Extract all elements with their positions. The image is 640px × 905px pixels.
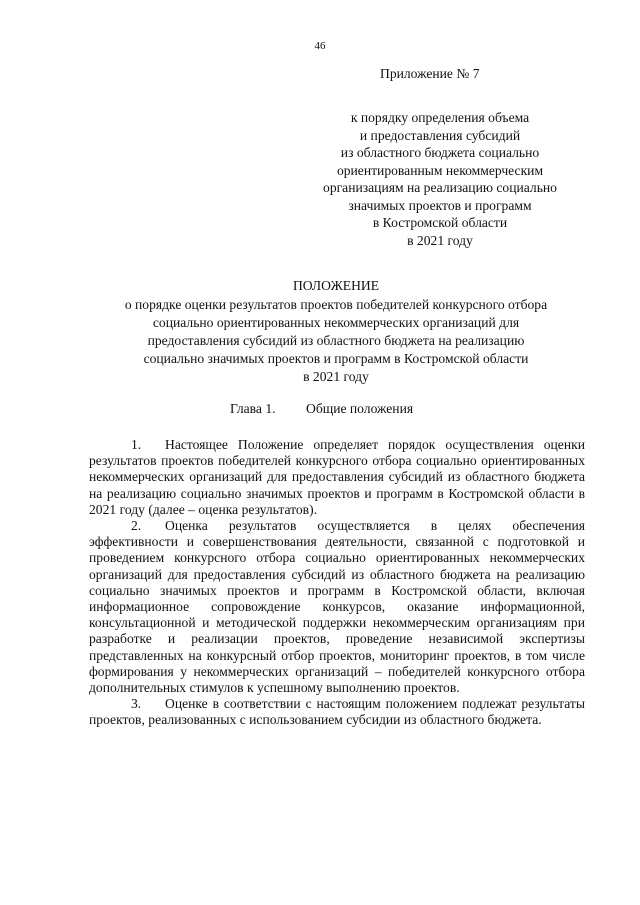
appendix-subtitle bbox=[300, 109, 580, 249]
paragraph-3 bbox=[89, 696, 585, 728]
chapter-heading bbox=[230, 401, 530, 417]
chapter-label: Глава 1. bbox=[230, 401, 276, 416]
appendix-line: и предоставления субсидий bbox=[359, 127, 521, 143]
appendix-line: в Костромской области bbox=[372, 215, 508, 230]
document-body bbox=[89, 437, 585, 729]
appendix-line: организациям на реализацию социально bbox=[323, 180, 557, 195]
appendix-line: из областного бюджета социально bbox=[340, 145, 540, 160]
heading-line: социально ориентированных некоммерческих организаций для bbox=[152, 315, 520, 330]
appendix-line: в 2021 году bbox=[407, 232, 473, 248]
document-heading bbox=[86, 277, 586, 386]
appendix-line: к порядку определения объема bbox=[350, 110, 530, 125]
heading-line: предоставления субсидий из областного бюджета на реализацию bbox=[147, 333, 525, 348]
heading-line: социально значимых проектов и программ в Костромской области bbox=[143, 351, 529, 366]
paragraph-number: 2. bbox=[131, 518, 142, 534]
paragraph-2 bbox=[89, 518, 585, 696]
document-title: ПОЛОЖЕНИЕ bbox=[292, 278, 380, 293]
appendix-title: Приложение № 7 bbox=[380, 66, 480, 81]
paragraph-1 bbox=[89, 437, 585, 518]
heading-line: в 2021 году bbox=[303, 369, 369, 384]
chapter-title: Общие положения bbox=[306, 401, 414, 416]
paragraph-number: 1. bbox=[131, 437, 142, 452]
paragraph-text: Настоящее Положение определяет порядок осуществления оценки результатов проектов победителей конкурсного отбора социально ориентированных некоммерческих организаций для предоставления субсидий из областного бюджета на реализацию социально значимых проектов и программ в Костромской области в 2021 году (далее – оценка результатов). bbox=[89, 437, 585, 517]
page-number: 46 bbox=[314, 40, 326, 52]
appendix-line: значимых проектов и программ bbox=[348, 197, 532, 213]
heading-line: о порядке оценки результатов проектов победителей конкурсного отбора bbox=[124, 297, 548, 312]
appendix-line: ориентированным некоммерческим bbox=[336, 162, 544, 178]
paragraph-text: Оценке в соответствии с настоящим положением подлежат результаты проектов, реализованных с использованием субсидии из областного бюджета. bbox=[89, 696, 585, 728]
paragraph-number: 3. bbox=[131, 696, 142, 712]
paragraph-text: Оценка результатов осуществляется в целях обеспечения эффективности и совершенствования деятельности, связанной с подготовкой и проведением конкурсного отбора социально ориентированных некоммерческих организаций для предоставления субсидий из областного бюджета на реализацию социально значимых проектов и программ в Костромской области, включая информационное сопровождение конкурсов, оказание информационной, консультационной и методической поддержки некоммерческим организациям при разработке и реализации проектов, проведение независимой экспертизы представленных на конкурсный отбор проектов, мониторинг проектов, в том числе формирования у некоммерческих организаций – победителей конкурсного отбора дополнительных стимулов к успешному выполнению проектов. bbox=[89, 518, 585, 696]
